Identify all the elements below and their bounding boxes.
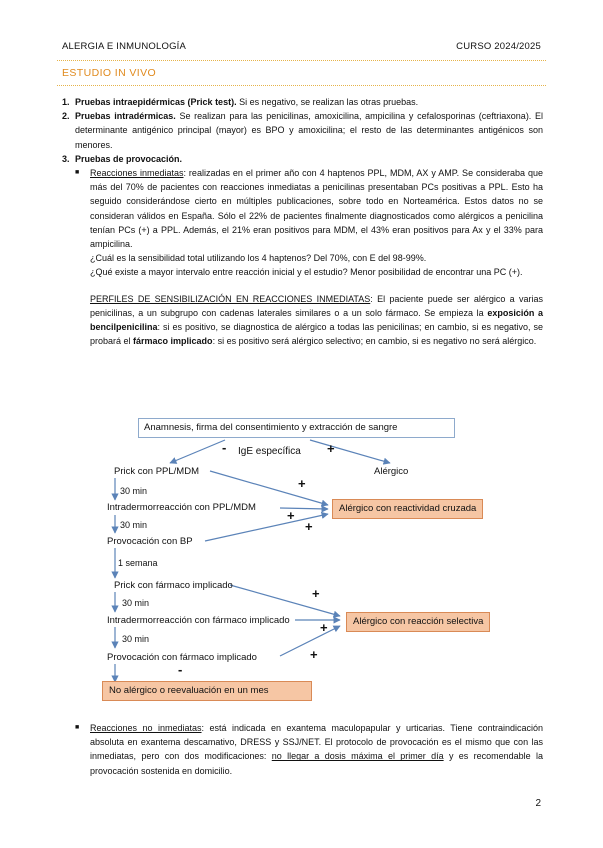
no-inmediatas-block [62,721,543,778]
intra-ppl-step: Intradermorreacción con PPL/MDM [107,502,256,513]
header-subject: ALERGIA E INMUNOLOGÍA [62,41,187,52]
question-sensibilidad: ¿Cuál es la sensibilidad total utilizando los 4 haptenos? Del 70%, con E del 98-99%. [90,253,427,264]
prick-farmaco-step: Prick con fármaco implicado [114,580,233,591]
item-title: Pruebas intradérmicas. [75,111,176,122]
prick-ppl-step: Prick con PPL/MDM [114,466,199,477]
arrow-to-prick [170,440,225,463]
plus-sign: + [305,519,313,534]
wait-1-semana: 1 semana [118,558,158,568]
plus-sign: + [310,647,318,662]
result-reaccion-selectiva: Alérgico con reacción selectiva [346,612,490,632]
arrow-prick-selectiva [230,585,340,616]
alergico-label: Alérgico [374,466,409,477]
minus-sign: - [178,662,183,677]
ige-label: IgE específica [238,446,301,457]
numbered-list [62,95,543,348]
provocacion-farmaco-step: Provocación con fármaco implicado [107,652,257,663]
list-item-provocacion: 3. Pruebas de provocación. [62,153,183,164]
result-reactividad-cruzada: Alérgico con reactividad cruzada [332,499,483,519]
bullet-no-inmediatas: ■ Reacciones no inmediatas: está indicada en exantema maculopapular y urticarias. Tiene contraindicación absoluta en exantema descamativo, DRESS y SSJ/NET. El protocolo de provocación es el mismo que con las inmediatas, pero con dos modificaciones: no llegar a dosis máxima el primer día y es recomendable la provocación sostenida en domicilio. [75,723,543,776]
plus-sign: + [320,620,328,635]
provocacion-bp-step: Provocación con BP [107,536,193,547]
question-intervalo: ¿Qué existe a mayor intervalo entre reacción inicial y el estudio? Menor posibilidad de encontrar una PC (+). [90,267,523,278]
wait-30min: 30 min [122,598,150,608]
item-title: Pruebas intraepidérmicas (Prick test). [75,97,237,107]
bullet-square-icon: ■ [75,169,80,177]
wait-30min: 30 min [120,486,148,496]
minus-sign: - [222,440,227,455]
plus-sign: + [298,476,306,491]
item-title: Pruebas de provocación. [75,153,183,164]
plus-sign: + [287,508,295,523]
wait-30min: 30 min [122,634,150,644]
bullet-square-icon: ■ [75,724,80,731]
arrow-prick-cruzada [210,471,328,505]
bullet-inmediatas: ■ Reacciones inmediatas: realizadas en el primer año con 4 haptenos PPL, MDM, AX y AMP. Se consideraba que más del 70% de pacientes con reacciones inmediatas a penicilinas presentaban PCs positivas a PPL. Esto ha seguido considerándose cierto en múltiples publicaciones, sobre todo en Norteamérica. Estos datos no se consideran válidos en España. Sólo el 22% de pacientes finalmente diagnosticados como alérgicos a penicilina tenían PCs (+) a PPL. Además, el 21% eran positivos para MDM, el 43% eran positivos para Ax y el 33% para ampicilina. ¿Cuál es la sensibilidad total utilizando los 4 haptenos? Del 70%, con E del 98-99%. ¿Qué existe a mayor intervalo entre reacción inicial y el estudio? Menor posibilidad de encontrar una PC (+). [75,166,543,280]
result-no-alergico: No alérgico o reevaluación en un mes [102,681,312,701]
arrow-to-alergico [310,440,390,463]
header-divider [57,60,546,61]
header-course: CURSO 2024/2025 [456,41,541,52]
plus-sign: + [312,586,320,601]
list-item-prick: 1. Pruebas intraepidérmicas (Prick test). Si es negativo, se realizan las otras pruebas. [62,97,419,107]
plus-sign: + [327,441,335,456]
list-item-intradermicas: 2. Pruebas intradérmicas. Se realizan para las penicilinas, amoxicilina, ampicilina y cefalosporinas (ceftriaxona). El determinante antigénico principal (mayor) es BPO y amoxicilina; el resto de las determinantes antigénicos son menores. [62,111,544,150]
section-title: ESTUDIO IN VIVO [62,67,157,79]
intra-farmaco-step: Intradermorreacción con fármaco implicado [107,615,290,626]
perfiles-paragraph: PERFILES DE SENSIBILIZACIÓN EN REACCIONES INMEDIATAS: El paciente puede ser alérgico a varias penicilinas, a un subgrupo con cadenas laterales similares o a un solo fármaco. Se empieza la exposición a bencilpenicilina: si es positivo, se diagnostica de alérgico a todas las penicilinas; en cambio, si es negativo, se probará el fármaco implicado: si es positivo será alérgico selectivo; en cambio, si es negativo no será alérgico. [90,293,544,347]
page-number: 2 [535,798,541,809]
section-divider [57,85,546,86]
wait-30min: 30 min [120,520,148,530]
anamnesis-box: Anamnesis, firma del consentimiento y extracción de sangre [138,418,455,438]
